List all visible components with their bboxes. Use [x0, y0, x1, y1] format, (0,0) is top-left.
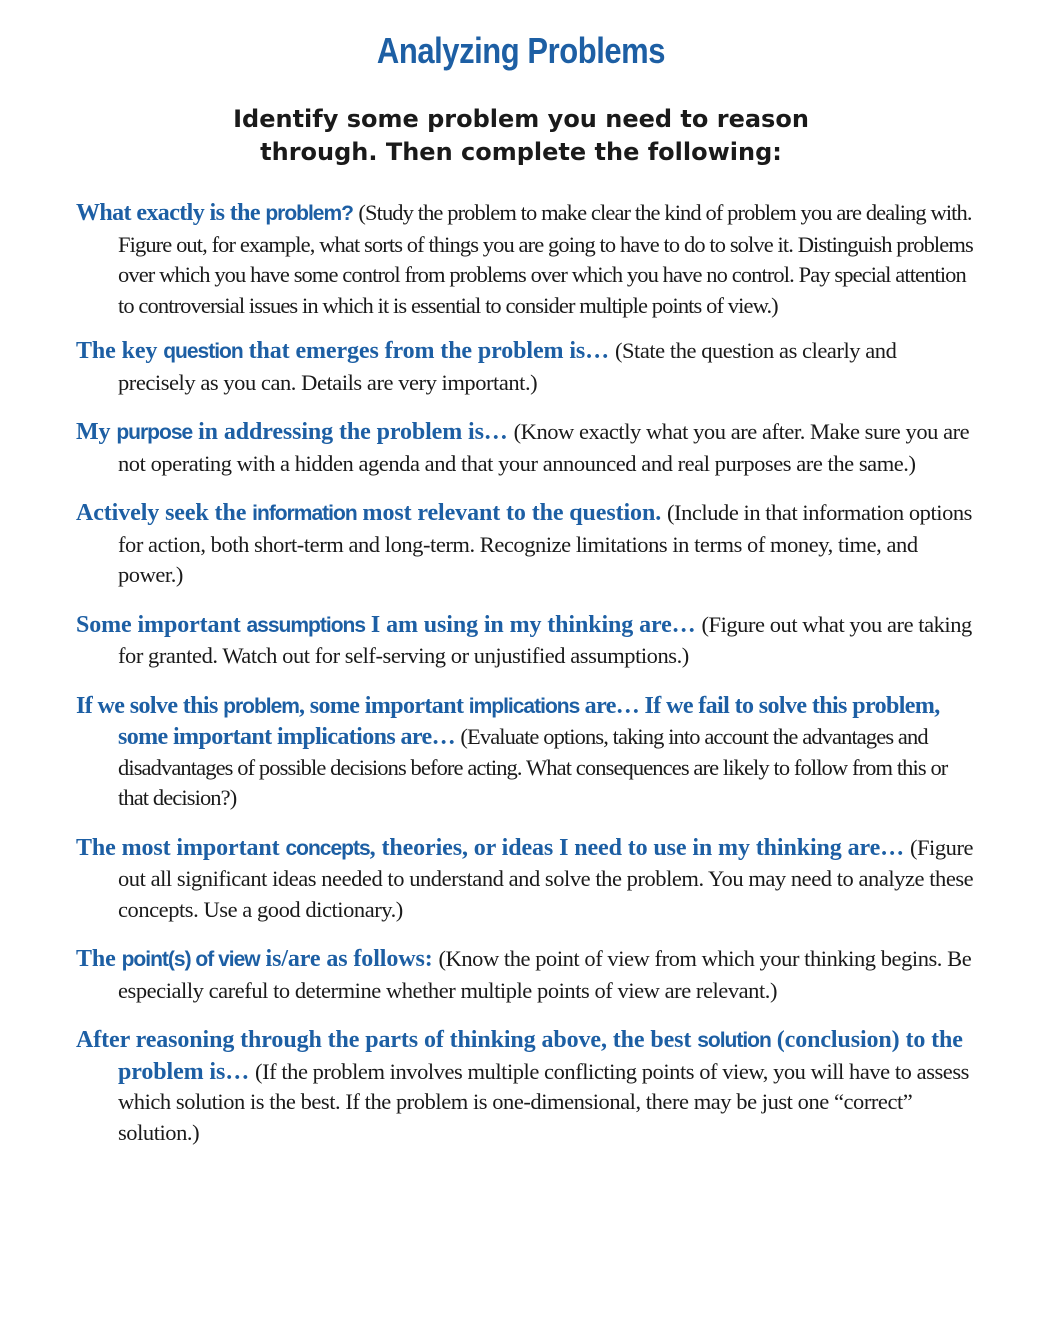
prompt-description: (Know the point of view from which your thinking begins. Be especially careful to determine whether multiple points of view are relevant.) — [118, 946, 972, 1003]
prompt-keyword: purpose — [116, 421, 193, 444]
prompt-keyword: concepts — [285, 836, 370, 860]
prompt-keyword: information — [252, 502, 357, 525]
prompt-keyword: point(s) of view — [121, 948, 260, 971]
prompt-lead-rest: I am using in my thinking are… — [365, 611, 702, 638]
prompt-description: (Figure out all significant ideas needed to understand and solve the problem. You may need to analyze these concepts. Use a good dictionary.) — [118, 834, 974, 922]
instructions — [0, 103, 1042, 169]
prompt-keyword: question — [163, 340, 243, 363]
prompt-keyword: solution — [697, 1029, 771, 1052]
prompt-lead-rest: is/are as follows: — [259, 946, 439, 972]
prompt-description: (Figure out what you are taking for granted. Watch out for self-serving or unjustified assumptions.) — [118, 611, 972, 668]
instructions-line-1: Identify some problem you need to reason — [233, 105, 809, 133]
prompt-description: (Evaluate options, taking into account the advantages and disadvantages of possible decisions before acting. What consequences are likely to follow from this or that decision?) — [118, 724, 948, 810]
prompt-item-point-of-view — [76, 944, 976, 1006]
page-title: Analyzing Problems — [376, 30, 666, 71]
prompt-lead-rest: most relevant to the question. — [356, 500, 667, 526]
prompt-lead: The most important — [76, 834, 286, 861]
prompt-lead: The key — [76, 338, 164, 364]
prompt-item-assumptions — [76, 610, 976, 672]
prompt-keyword: assumptions — [246, 613, 366, 637]
prompt-keyword: problem? — [265, 202, 353, 225]
prompt-lead-rest: are… If we fail to solve this problem, some important implications are… — [118, 692, 940, 750]
prompt-item-problem — [76, 198, 976, 321]
prompt-lead-rest: , theories, or ideas I need to use in my thinking are… — [369, 834, 910, 861]
instructions-line-2: through. Then complete the following: — [260, 138, 782, 166]
prompt-description: (State the question as clearly and precisely as you can. Details are very important.) — [118, 338, 897, 395]
prompt-item-concepts — [76, 833, 976, 926]
prompt-lead: If we solve this — [76, 692, 224, 719]
prompt-lead-mid: , some important — [298, 692, 469, 719]
prompt-description: (Study the problem to make clear the kind of problem you are dealing with. Figure out, for example, what sorts of things you are going to have to do to solve it. Distinguish problems over which you have some control from problems over which you have no control. Pay special attention to controversial issues in which it is essential to consider multiple points of view.) — [118, 200, 973, 318]
prompt-item-solution — [76, 1025, 976, 1148]
prompt-lead-rest: (conclusion) to the problem is… — [118, 1027, 963, 1085]
prompt-lead: The — [76, 946, 122, 972]
prompt-list — [76, 198, 976, 1148]
prompt-description: (If the problem involves multiple conflicting points of view, you will have to assess which solution is the best. If the problem is one-dimensional, there may be just one “correct” solution.) — [118, 1058, 969, 1145]
prompt-keyword: problem — [223, 694, 299, 718]
prompt-lead-rest: that emerges from the problem is… — [242, 338, 615, 364]
prompt-description: (Know exactly what you are after. Make sure you are not operating with a hidden agenda and that your announced and real purposes are the same.) — [118, 419, 970, 476]
prompt-lead: Actively seek the — [76, 500, 253, 526]
prompt-item-question — [76, 336, 976, 398]
prompt-lead: My — [76, 419, 117, 445]
prompt-lead: After reasoning through the parts of thinking above, the best — [76, 1027, 698, 1053]
prompt-lead-rest: in addressing the problem is… — [192, 419, 514, 445]
prompt-lead: What exactly is the — [76, 200, 266, 226]
prompt-item-implications — [76, 691, 976, 814]
prompt-lead: Some important — [76, 611, 247, 638]
prompt-keyword-2: implications — [468, 694, 580, 718]
prompt-item-purpose — [76, 417, 976, 479]
prompt-item-information — [76, 498, 976, 591]
prompt-description: (Include in that information options for action, both short-term and long-term. Recognize limitations in terms of money, time, and power.) — [118, 500, 972, 587]
